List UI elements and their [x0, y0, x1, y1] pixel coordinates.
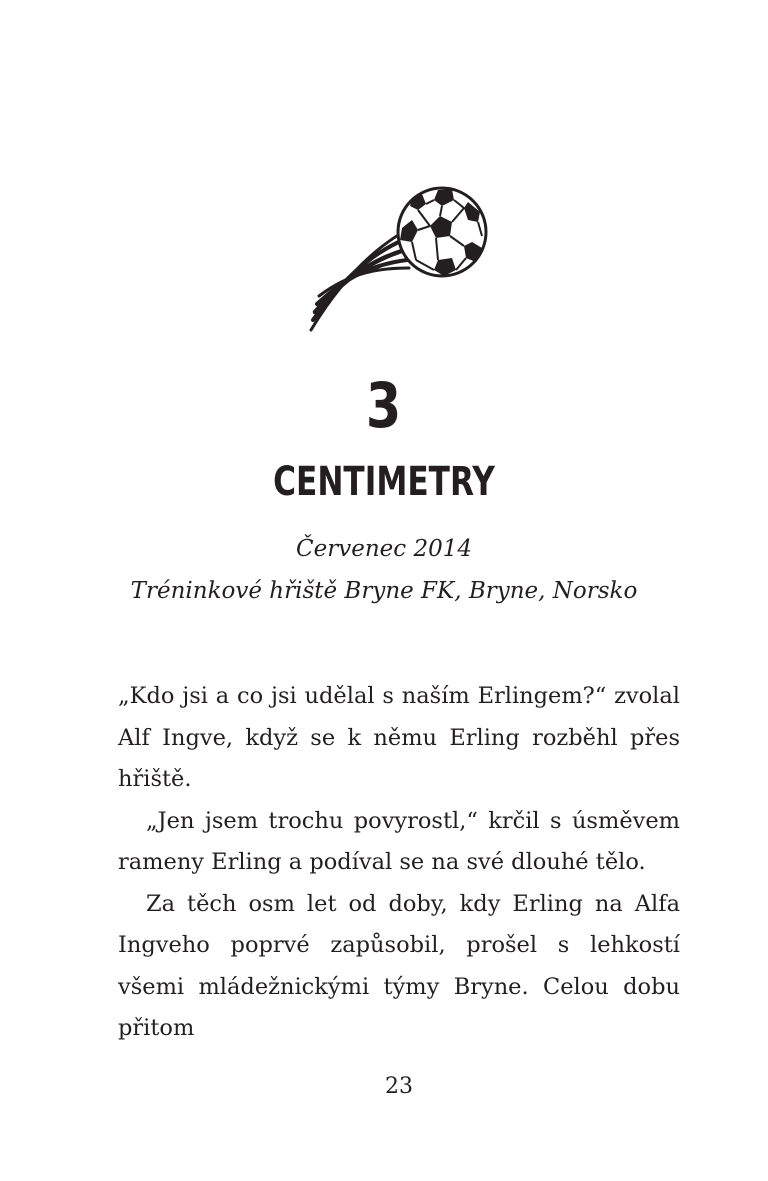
soccer-ball-icon: [305, 180, 495, 340]
paragraph: „Jen jsem trochu povyrostl,“ krčil s úsměvem rameny Erling a podíval se na své dlouhé tělo.: [118, 807, 680, 875]
chapter-title: CENTIMETRY: [273, 459, 495, 505]
chapter-place: Tréninkové hřiště Bryne FK, Bryne, Norsko: [130, 578, 638, 604]
chapter-date: Červenec 2014: [296, 536, 472, 562]
page-number: 23: [385, 1074, 413, 1099]
paragraph: Za těch osm let od doby, kdy Erling na Alfa Ingveho poprvé zapůsobil, prošel s lehkostí všemi mládežnickými týmy Bryne. Celou dobu přitom: [118, 890, 680, 1041]
body-text: [118, 676, 680, 1050]
chapter-number: 3: [365, 369, 403, 442]
paragraph: „Kdo jsi a co jsi udělal s naším Erlingem?“ zvolal Alf Ingve, když se k němu Erling rozběhl přes hřiště.: [118, 683, 680, 792]
